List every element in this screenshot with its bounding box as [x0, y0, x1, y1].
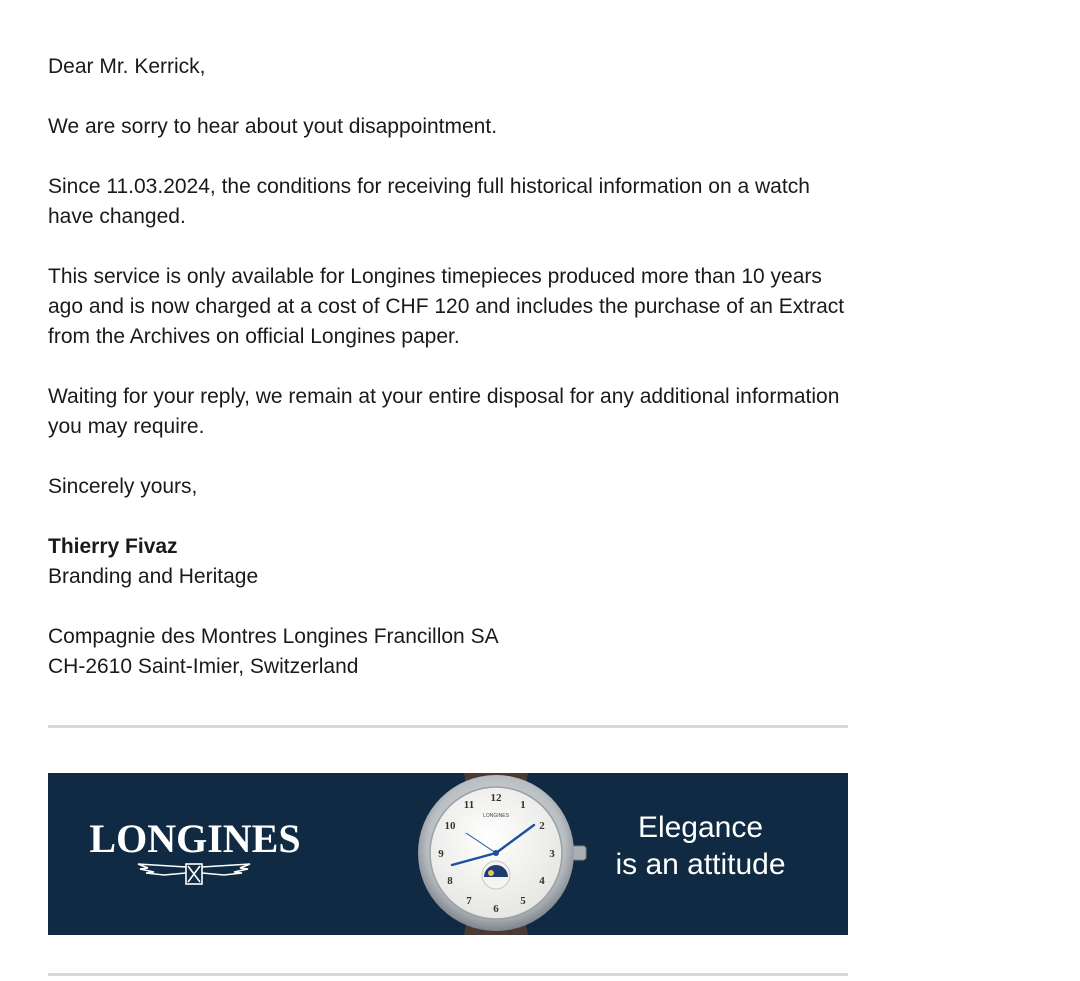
longines-banner[interactable] [48, 773, 848, 935]
closing: Sincerely yours, [48, 475, 198, 498]
svg-text:1: 1 [520, 799, 526, 811]
svg-text:5: 5 [520, 895, 526, 907]
svg-text:4: 4 [539, 875, 545, 887]
paragraph-service: This service is only available for Longines timepieces produced more than 10 years ago and is now charged at a cost of CHF 120 and includes the purchase of an Extract from the Archives on official Longines paper. [48, 265, 845, 348]
signature-name: Thierry Fivaz [48, 535, 178, 558]
paragraph-reply: Waiting for your reply, we remain at your entire disposal for any additional information you may require. [48, 385, 840, 438]
winged-hourglass-icon [134, 861, 254, 887]
tagline-line-1: Elegance [637, 811, 764, 844]
svg-text:2: 2 [539, 820, 545, 832]
paragraph-apology: We are sorry to hear about yout disappointment. [48, 115, 498, 138]
svg-text:12: 12 [490, 792, 502, 804]
signature-title: Branding and Heritage [48, 565, 259, 588]
svg-text:11: 11 [463, 799, 475, 811]
svg-text:7: 7 [466, 895, 472, 907]
signature-block [48, 532, 848, 592]
svg-text:6: 6 [493, 903, 499, 915]
svg-text:8: 8 [447, 875, 453, 887]
svg-text:10: 10 [444, 820, 456, 832]
watch-image [396, 773, 596, 935]
longines-logo-text: LONGINES [89, 816, 301, 861]
paragraph-conditions: Since 11.03.2024, the conditions for receiving full historical information on a watch have changed. [48, 175, 810, 228]
company-block [48, 622, 848, 682]
watch-dial-brand: LONGINES [483, 813, 509, 819]
company-name: Compagnie des Montres Longines Francillon SA [48, 625, 499, 648]
svg-text:3: 3 [549, 848, 555, 860]
banner-tagline [588, 809, 813, 883]
divider [48, 725, 848, 728]
tagline-line-2: is an attitude [615, 848, 786, 881]
email-body [48, 52, 848, 682]
svg-text:9: 9 [438, 848, 444, 860]
greeting: Dear Mr. Kerrick, [48, 55, 206, 78]
divider [48, 973, 848, 976]
company-address: CH-2610 Saint-Imier, Switzerland [48, 655, 359, 678]
